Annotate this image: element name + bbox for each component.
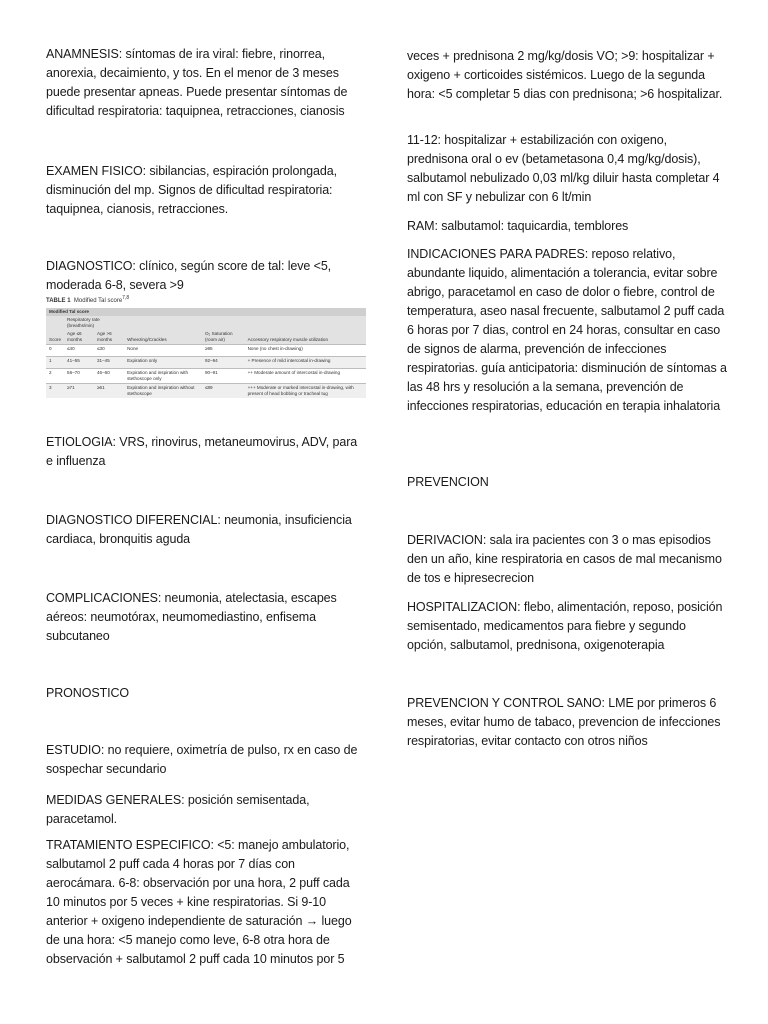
indicaciones-padres-paragraph: INDICACIONES PARA PADRES: reposo relativo, abundante liquido, alimentación a tolerancia, evitar sobre abrigo, paracetamol en caso de dolor o fiebre, control de temperatura, aseo nasal frecuente, salbutamol 2 puff cada 6 horas por 7 dias, control en 24 horas, consultar en caso de signos de alarma, prevención de infecciones respiratorias. guía anticipatoria: disminución de síntomas a las 48 hrs y resolución a la semana, prevención de infecciones respiratorias, educación en terapia inhalatoria bbox=[407, 247, 727, 413]
tal-cell-access: +++ Moderate or marked intercostal in-drawing, with present of head bobbing or tracheal tug bbox=[245, 384, 366, 399]
tal-cell-rr1: 56–70 bbox=[64, 369, 94, 384]
tal-header-saturation: O₂ Saturation (room air) bbox=[202, 330, 245, 345]
tal-header-score: Score bbox=[46, 330, 64, 345]
tal-cell-rr2: 31–45 bbox=[94, 357, 124, 369]
diagnostico-diferencial-paragraph: DIAGNOSTICO DIFERENCIAL: neumonia, insuficiencia cardiaca, bronquitis aguda bbox=[46, 513, 352, 546]
prevencion-control-sano-paragraph: PREVENCION Y CONTROL SANO: LME por primeros 6 meses, evitar humo de tabaco, prevencion de infecciones respiratorias, evitar contacto con otros niños bbox=[407, 696, 721, 748]
tal-cell-score: 2 bbox=[46, 369, 64, 384]
tal-caption-sup: 7,8 bbox=[122, 295, 130, 301]
tal-score-table-figure bbox=[46, 294, 366, 398]
hospitalizacion-paragraph: HOSPITALIZACION: flebo, alimentación, reposo, posición semisentado, medicamentos para fiebre y segundo opción, salbutamol, prednisona, oxigenoterapia bbox=[407, 600, 723, 652]
tal-score-table bbox=[46, 308, 366, 398]
tal-cell-sat: 92–94 bbox=[202, 357, 245, 369]
estudio-paragraph: ESTUDIO: no requiere, oximetría de pulso, rx en caso de sospechar secundario bbox=[46, 743, 358, 776]
tal-cell-score: 1 bbox=[46, 357, 64, 369]
tal-header-wheezing: Wheezing/Crackles bbox=[124, 330, 202, 345]
table-row bbox=[46, 357, 366, 369]
tal-cell-access: + Presence of mild intercostal in-drawing bbox=[245, 357, 366, 369]
table-row bbox=[46, 384, 366, 399]
tal-cell-sat: ≥95 bbox=[202, 345, 245, 357]
tal-cell-score: 3 bbox=[46, 384, 64, 399]
medidas-generales-paragraph: MEDIDAS GENERALES: posición semisentada, paracetamol. bbox=[46, 793, 310, 826]
table-row bbox=[46, 369, 366, 384]
diagnostico-paragraph: DIAGNOSTICO: clínico, según score de tal: leve <5, moderada 6-8, severa >9 bbox=[46, 259, 332, 292]
tal-cell-rr1: ≤40 bbox=[64, 345, 94, 357]
table-row bbox=[46, 345, 366, 357]
tal-header-respiratory-rate: Respiratory rate (breaths/min) bbox=[64, 316, 124, 330]
anamnesis-paragraph: ANAMNESIS: síntomas de ira viral: fiebre, rinorrea, anorexia, decaimiento, y tos. En el menor de 3 meses puede presentar apneas. Puede presentar síntomas de dificultad respiratoria: taquipnea, retracciones, cianosis bbox=[46, 47, 348, 118]
tal-header-age-le6: Age ≤6 months bbox=[64, 330, 94, 345]
tal-cell-rr1: 41–55 bbox=[64, 357, 94, 369]
tratamiento-11-12-paragraph: 11-12: hospitalizar + estabilización con oxigeno, prednisona oral o ev (betametasona 0,4 mg/kg/dosis), salbutamol nebulizado 0,03 ml/kg diluir hasta completar 4 ml con SF y nebulizar con 6 lt/min bbox=[407, 133, 720, 204]
tal-table-caption bbox=[46, 294, 366, 305]
tal-band-title: Modified Tal score bbox=[46, 308, 366, 316]
examen-fisico-paragraph: EXAMEN FISICO: sibilancias, espiración prolongada, disminución del mp. Signos de dificultad respiratoria: taquipnea, cianosis, retracciones. bbox=[46, 164, 337, 216]
tal-cell-wheeze: Expiration and inspiration with stethoscope only bbox=[124, 369, 202, 384]
pronostico-heading: PRONOSTICO bbox=[46, 686, 130, 700]
tal-cell-score: 0 bbox=[46, 345, 64, 357]
tal-cell-wheeze: Expiration only bbox=[124, 357, 202, 369]
tal-cell-rr2: 46–60 bbox=[94, 369, 124, 384]
derivacion-paragraph: DERIVACION: sala ira pacientes con 3 o mas episodios den un año, kine respiratoria en casos de mal mecanismo de tos e hipresecrecion bbox=[407, 533, 722, 585]
tal-cell-access: ++ Moderate amount of intercostal in-drawing bbox=[245, 369, 366, 384]
tratamiento-continuation-paragraph: veces + prednisona 2 mg/kg/dosis VO; >9: hospitalizar + oxigeno + corticoides sistémicos. Luego de la segunda hora: <5 completar 5 dias con prednisona; >6 hospitalizar. bbox=[407, 49, 723, 101]
tal-cell-wheeze: None bbox=[124, 345, 202, 357]
tratamiento-especifico-paragraph: TRATAMIENTO ESPECIFICO: <5: manejo ambulatorio, salbutamol 2 puff cada 4 horas por 7 días con aerocámara. 6-8: observación por una hora, 2 puff cada 10 minutos por 5 veces + kine respiratorias. Si 9-10 anterior + oxigeno independiente de saturación → luego de una hora: <5 manejo como leve, 6-8 otra hora de observación + salbutamol 2 puff cada 10 minutos por 5 bbox=[46, 838, 352, 966]
tal-caption-text: Modified Tal score bbox=[73, 298, 123, 304]
tal-cell-rr2: ≥61 bbox=[94, 384, 124, 399]
tal-cell-rr1: ≥71 bbox=[64, 384, 94, 399]
tal-cell-sat: 90–91 bbox=[202, 369, 245, 384]
tal-cell-access: None (no chest in-drawing) bbox=[245, 345, 366, 357]
prevencion-heading: PREVENCION bbox=[407, 475, 489, 489]
tal-header-accessory: Accessory respiratory muscle utilization bbox=[245, 330, 366, 345]
tal-cell-sat: ≤89 bbox=[202, 384, 245, 399]
tal-caption-label: TABLE 1 bbox=[46, 298, 71, 304]
complicaciones-paragraph: COMPLICACIONES: neumonia, atelectasia, escapes aéreos: neumotórax, neumomediastino, enfisema subcutaneo bbox=[46, 591, 337, 643]
tal-cell-rr2: ≤30 bbox=[94, 345, 124, 357]
ram-paragraph: RAM: salbutamol: taquicardia, temblores bbox=[407, 219, 629, 233]
tal-cell-wheeze: Expiration and inspiration without stethoscope bbox=[124, 384, 202, 399]
tal-header-age-gt6: Age >6 months bbox=[94, 330, 124, 345]
etiologia-paragraph: ETIOLOGIA: VRS, rinovirus, metaneumovirus, ADV, para e influenza bbox=[46, 435, 358, 468]
